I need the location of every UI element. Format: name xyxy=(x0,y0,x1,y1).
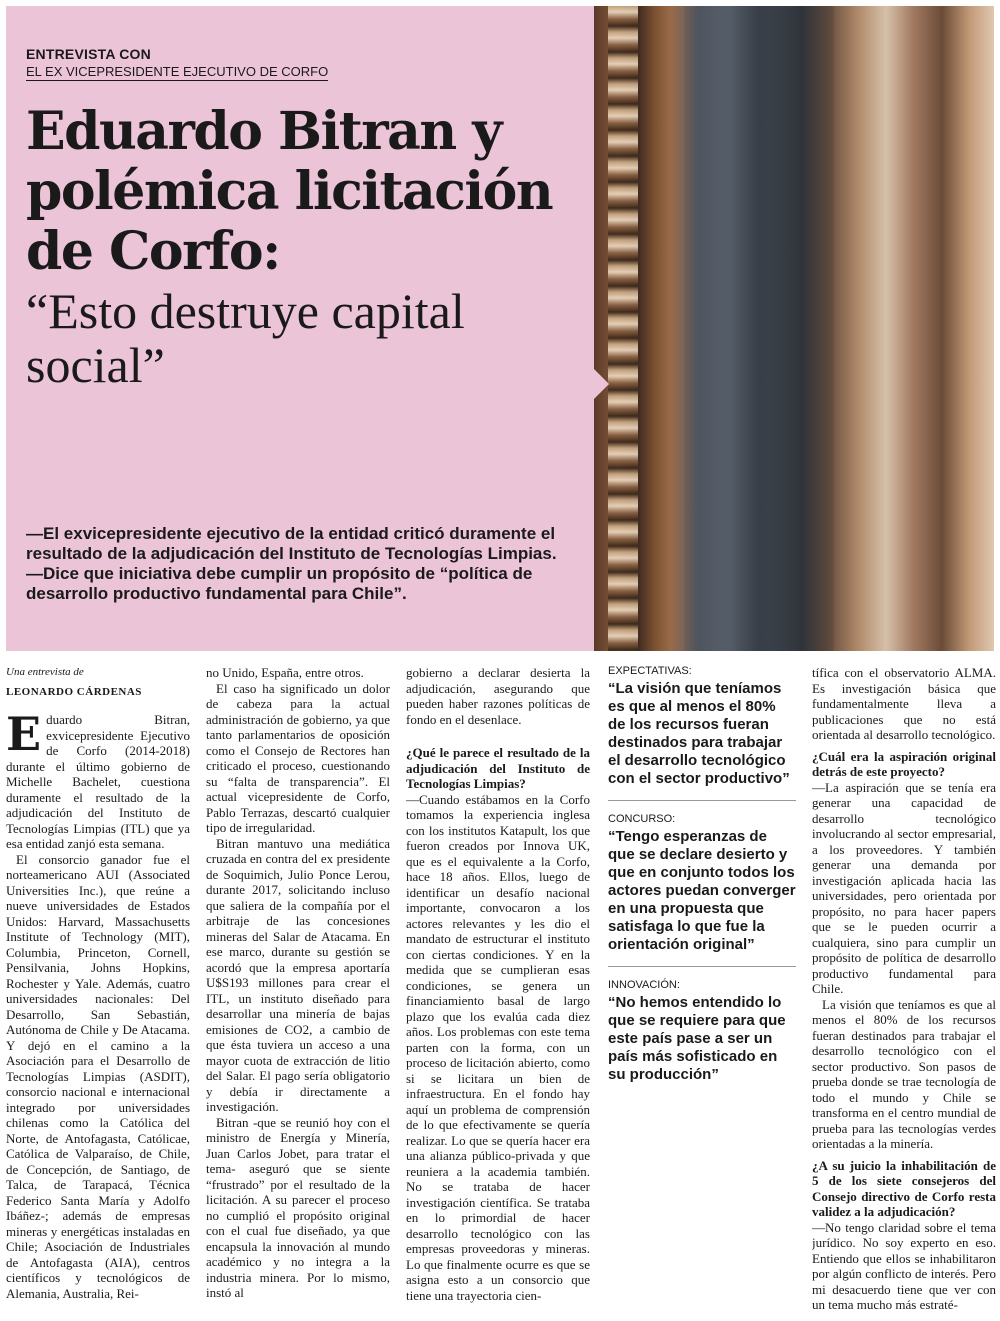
article-paragraph xyxy=(6,707,190,852)
headline: Eduardo Bitran y polémica licitación de Corfo: xyxy=(26,101,553,282)
article-column-2 xyxy=(206,665,390,1313)
article-paragraph: no Unido, España, entre otros. xyxy=(206,665,364,680)
byline-intro: Una entrevista de xyxy=(6,666,84,678)
interview-answer: —No tengo claridad sobre el tema jurídico. No soy experto en eso. Entiendo que ellos se inhabilitaron por algún conflicto de interés. Pero mi desacuerdo tiene que ver con un tema mucho más estraté- xyxy=(812,1219,996,1312)
kicker-sublabel: EL EX VICEPRESIDENTE EJECUTIVO DE CORFO xyxy=(26,64,329,79)
pullquote-label: CONCURSO: xyxy=(608,813,676,825)
drop-cap: E xyxy=(6,707,42,761)
article-paragraph: tífica con el observatorio ALMA. Es investigación básica que fundamentalmente lleva a publicaciones que no está orientada al desarrollo tecnológico. xyxy=(812,665,996,742)
deck xyxy=(26,524,586,604)
interview-question: ¿Qué le parece el resultado de la adjudicación del Instituto de Tecnologías Limpias? xyxy=(406,745,590,791)
article-paragraph: El consorcio ganador fue el norteamericano AUI (Associated Universities Inc.), que reúne a nueve universidades de Estados Unidos: Harvard, Massachusetts Institute of Technology (MIT), Columbia, Princeton, Cornell, Pensilvania, Johns Hopkins, Rochester y Yale. Además, cuatro universidades nacionales: Del Desarrollo, San Sebastián, Autónoma de Chile y De Atacama. Y dejó en el camino a la Asociación para el Desarrollo de Tecnologías Limpias (ASDIT), consorcio nacional e internacional integrado por universidades chilenas como la Católica del Norte, de Antofagasta, Católicae, Católica de Valparaíso, de Chile, de Concepción, de Santiago, de Talca, de Tarapacá, Técnica Federico Santa María y Adolfo Ibáñez-; además de empresas mineras y energéticas instaladas en Chile; Asociación de Industriales de Antofagasta (AIA), centros científicos y tecnológicos de Alemania, Australia, Rei- xyxy=(6,851,190,1301)
hero-banner xyxy=(6,6,994,651)
article-column-1 xyxy=(6,665,190,1313)
interview-answer: —Cuando estábamos en la Corfo tomamos la experiencia inglesa con los institutos Katapult, los que fueron creados por Innova UK, que es el equivalente a la Corfo, hace 18 años. Ellos, luego de identificar un desafío nacional importante, convocaron a los actores relevantes y les dio el mandato de estructurar el instituto con ciertas condiciones. Y en la medida que se cumplieran esas condiciones, se genera un financiamiento basal de largo plazo que los evalúa cada diez años. Los problemas con este tema parten con la forma, con un proceso de licitación abierto, como si se licitara un bien de infraestructura. En el fondo hay aquí un problema de comprensión de lo que efectivamente se quería realizar. Lo que se quería hacer era una alianza público-privada y que reuniera a la academia también. No se trataba de hacer investigación científica. Se trataba en lo primordial de hacer desarrollo tecnológico con las empresas proveedoras y mineras. Lo que finalmente ocurre es que se asigna esto a un consorcio que tiene una trayectoria cien- xyxy=(406,791,590,1303)
photo-detail xyxy=(608,6,638,651)
article-paragraph: gobierno a declarar desierta la adjudicación, asegurando que pueden haber razones políticas de fondo en el desenlace. xyxy=(406,665,590,727)
article-column-3 xyxy=(406,665,590,1313)
article-paragraph: El caso ha significado un dolor de cabeza para la actual administración de gobierno, ya que tanto parlamentarios de oposición como el Consejo de Rectores han criticado el proceso, cuestionando su “falta de transparencia”. El actual vicepresidente de Corfo, Pablo Terrazas, descartó cualquier tipo de irregularidad. xyxy=(206,680,390,835)
pullquote-column xyxy=(608,665,796,1108)
article-column-5 xyxy=(812,665,996,1313)
byline-author: LEONARDO CÁRDENAS xyxy=(6,685,142,698)
pullquote-text: “La visión que teníamos es que al menos el 80% de los recursos fueran destinados para trabajar el desarrollo tecnológico con el sector productivo” xyxy=(608,680,790,787)
hero-photo xyxy=(594,6,994,651)
photo-shade xyxy=(684,6,834,651)
article-paragraph: Bitran mantuvo una mediática cruzada en contra del ex presidente de Soquimich, Julio Ponce Lerou, durante 2017, solicitando incluso que saliera de la compañía por el arbitraje de las concesiones mineras del Salar de Atacama. En ese marco, durante su gestión se acordó que la empresa aportaría U$S193 millones para crear el ITL, un instituto diseñado para desarrollar una minería de bajas emisiones de CO2, a cambio de que ésta tuviera un acceso a una mayor cuota de extracción de litio del Salar. El pago sería obligatorio y debía ir directamente a investigación. xyxy=(206,835,390,1114)
paragraph-text: duardo Bitran, exvicepresidente Ejecutivo de Corfo (2014-2018) durante el último gobierno de Michelle Bachelet, cuestiona duramente el resultado de la adjudicación del Instituto de Tecnologías Limpias (ITL) que ya esa entidad zanjó esta semana. xyxy=(6,712,190,851)
deck-line: —El exvicepresidente ejecutivo de la entidad criticó duramente el resultado de la adjudicación del Instituto de Tecnologías Limpias. xyxy=(26,524,557,563)
kicker-label: ENTREVISTA CON xyxy=(26,46,151,62)
interview-question: ¿A su juicio la inhabilitación de 5 de los siete consejeros del Consejo directivo de Corfo resta validez a la adjudicación? xyxy=(812,1157,996,1219)
interview-answer: —La aspiración que se tenía era generar una capacidad de desarrollo tecnológico involucrando al sector empresarial, a los proveedores. Y también generar una demanda por investigación aplicada hacia las universidades, pero orientada por propósito, no para hacer papers que se le pueden ocurrir a cualquiera, sino para cumplir un propósito de política de desarrollo productivo fundamental para Chile. xyxy=(812,779,996,996)
pullquote-label: EXPECTATIVAS: xyxy=(608,665,692,677)
article-paragraph: Bitran -que se reunió hoy con el ministro de Energía y Minería, Juan Carlos Jobet, para tratar el tema- aseguró que se siente “frustrado” por el resultado de la licitación. A su parecer el proceso no cumplió el propósito original con el cual fue diseñado, ya que encapsula la innovación al mundo académico y no integra a la industria minera. Por lo mismo, instó al xyxy=(206,1114,390,1300)
pullquote xyxy=(608,665,796,801)
pullquote-label: INNOVACIÓN: xyxy=(608,979,680,991)
article-paragraph: La visión que teníamos es que al menos el 80% de los recursos fueran destinados para trabajar el desarrollo tecnológico con el sector productivo. Son pasos de prueba donde se trae tecnología de todo el mundo y Chile se transforma en el centro mundial de prueba para las tecnologías verdes orientadas a la minería. xyxy=(812,996,996,1151)
headline-quote: “Esto destruye capital social” xyxy=(26,283,465,393)
pullquote-text: “Tengo esperanzas de que se declare desierto y que en conjunto todos los actores puedan converger en una propuesta que satisfaga lo que fue la orientación original” xyxy=(608,828,796,953)
pullquote xyxy=(608,813,796,967)
interview-question: ¿Cuál era la aspiración original detrás de este proyecto? xyxy=(812,748,996,779)
deck-line: —Dice que iniciativa debe cumplir un propósito de “política de desarrollo productivo fundamental para Chile”. xyxy=(26,564,533,603)
pullquote xyxy=(608,979,796,1096)
pullquote-text: “No hemos entendido lo que se requiere para que este país pase a ser un país más sofisticado en su producción” xyxy=(608,994,786,1083)
